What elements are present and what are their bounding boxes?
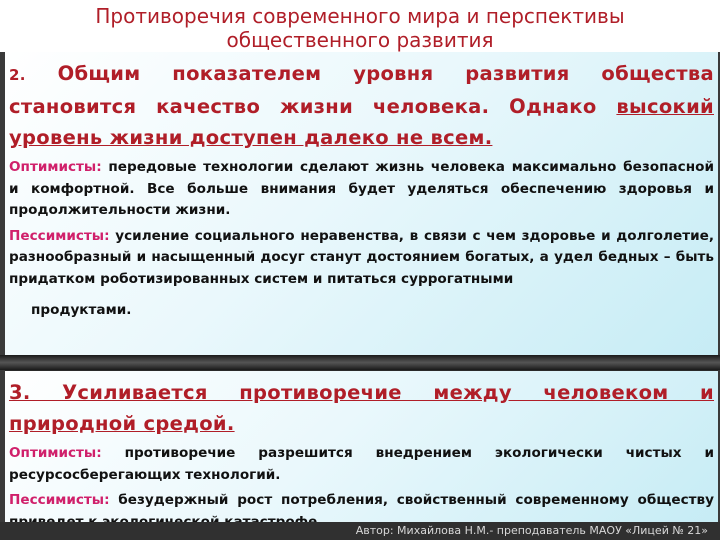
section-3-panel <box>5 370 718 522</box>
section-2-optimists <box>9 157 714 222</box>
section-2-heading-underlined: высокий уровень жизни доступен далеко не всем. <box>9 95 714 149</box>
section-2-pessimists <box>9 226 714 291</box>
pessimists-tail: продуктами. <box>31 302 132 318</box>
section-3-heading-text: 3. Усиливается противоречие между человеком и природной средой. <box>9 381 714 435</box>
section-3-optimists <box>9 443 714 486</box>
slide-title-line2: общественного развития <box>226 28 494 52</box>
pessimists-text-3: безудержный рост потребления, свойственный современному обществу <box>118 492 714 508</box>
section-2-number: 2. <box>9 66 26 84</box>
section-2-heading <box>9 58 714 153</box>
optimists-label-3: Оптимисты: <box>9 445 102 461</box>
optimists-text-3: противоречие разрешится внедрением экологически чистых и ресурсосберегающих технологий. <box>9 445 714 483</box>
optimists-label: Оптимисты: <box>9 159 102 175</box>
slide-title-line1: Противоречия современного мира и перспективы <box>95 4 625 28</box>
panel-divider <box>0 355 720 370</box>
pessimists-label: Пессимисты: <box>9 227 110 244</box>
slide-title <box>0 0 720 52</box>
section-2-panel <box>5 52 718 355</box>
pessimists-text: усиление социального неравенства, в связи с чем здоровье и долголетие, разнообразный и насыщенный досуг станут достоянием богатых, а удел бедных – быть придатком роботизированных систем и питаться суррогатными <box>9 227 714 287</box>
author-credit: Автор: Михайлова Н.М.- преподаватель МАОУ «Лицей № 21» <box>355 524 708 537</box>
optimists-text: передовые технологии сделают жизнь человека максимально безопасной и комфортной. Все больше внимания будет уделяться обеспечению здоровья и продолжительности жизни. <box>9 159 714 218</box>
section-2-heading-main: Общим показателем уровня развития общества становится качество жизни человека. Однако <box>9 62 714 118</box>
pessimists-label-3: Пессимисты: <box>9 492 110 508</box>
section-3-heading <box>9 377 714 439</box>
